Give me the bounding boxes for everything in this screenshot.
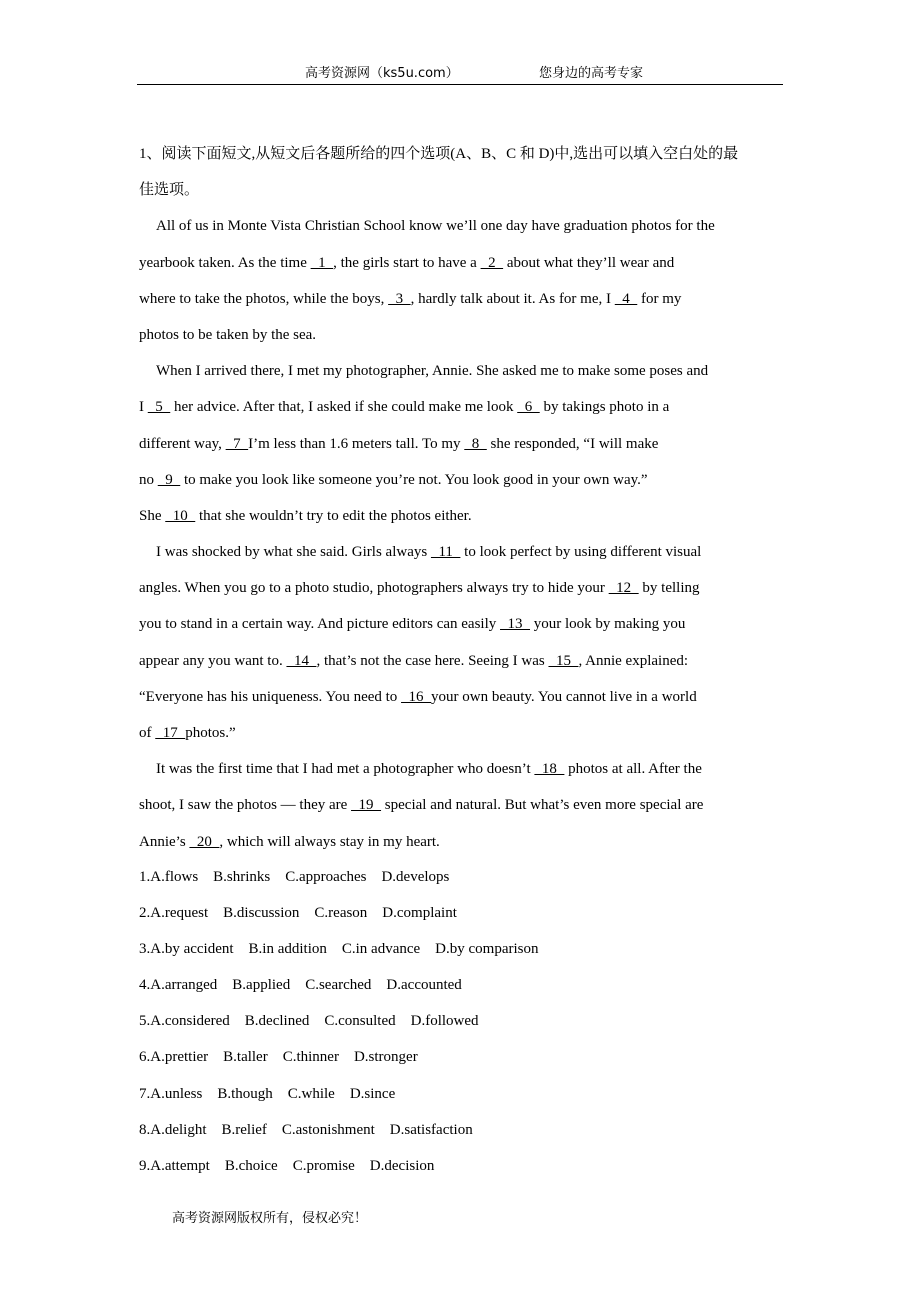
blank-5: 5: [147, 399, 171, 416]
passage-line: When I arrived there, I met my photographer, Annie. She asked me to make some poses and: [156, 363, 709, 380]
blank-16: 16: [401, 688, 432, 705]
passage-line: Annie’s 20 , which will always stay in my heart.: [139, 833, 440, 850]
question-item: 3.A.by accident B.in addition C.in advance D.by comparison: [139, 941, 539, 957]
blank-14: 14: [286, 652, 317, 669]
blank-3: 3: [388, 290, 411, 307]
passage: [139, 136, 789, 860]
blank-12: 12: [608, 580, 639, 597]
blank-2: 2: [480, 254, 504, 271]
blank-11: 11: [430, 544, 461, 561]
passage-line: I 5 her advice. After that, I asked if she could make me look 6 by takings photo in a: [139, 399, 670, 416]
instruction-line: 佳选项。: [139, 182, 200, 199]
question-item: 9.A.attempt B.choice C.promise D.decision: [139, 1158, 435, 1174]
blank-13: 13: [500, 616, 531, 633]
question-item: 5.A.considered B.declined C.consulted D.followed: [139, 1013, 479, 1029]
page-footer: 高考资源网版权所有，侵权必究！: [172, 1211, 368, 1226]
question-item: 6.A.prettier B.taller C.thinner D.stronger: [139, 1049, 418, 1065]
passage-line: photos to be taken by the sea.: [139, 326, 317, 343]
instruction-line: 1、阅读下面短文,从短文后各题所给的四个选项(A、B、C 和 D)中,选出可以填入空白处的最: [139, 146, 739, 162]
passage-line: shoot, I saw the photos — they are 19 special and natural. But what’s even more special are: [139, 797, 704, 814]
passage-line: yearbook taken. As the time 1 , the girls start to have a 2 about what they’ll wear and: [139, 254, 675, 271]
passage-line: no 9 to make you look like someone you’re not. You look good in your own way.”: [139, 471, 648, 488]
blank-9: 9: [157, 471, 181, 488]
question-item: 1.A.flows B.shrinks C.approaches D.develops: [139, 869, 450, 885]
passage-line: All of us in Monte Vista Christian School know we’ll one day have graduation photos for the: [156, 218, 715, 235]
question-item: 2.A.request B.discussion C.reason D.complaint: [139, 905, 457, 921]
passage-line: you to stand in a certain way. And picture editors can easily 13 your look by making you: [139, 616, 686, 633]
blank-7: 7: [225, 435, 249, 452]
blank-19: 19: [351, 797, 382, 814]
passage-line: It was the first time that I had met a photographer who doesn’t 18 photos at all. After the: [156, 761, 702, 778]
blank-1: 1: [310, 254, 334, 271]
passage-line: of 17 photos.”: [139, 725, 236, 741]
page-header: [137, 66, 783, 85]
blank-17: 17: [155, 725, 186, 741]
passage-line: appear any you want to. 14 , that’s not the case here. Seeing I was 15 , Annie explained:: [139, 652, 689, 669]
blank-20: 20: [189, 833, 220, 850]
question-item: 4.A.arranged B.applied C.searched D.accounted: [139, 977, 462, 993]
question-item: 7.A.unless B.though C.while D.since: [139, 1086, 396, 1102]
passage-line: She 10 that she wouldn’t try to edit the photos either.: [139, 507, 472, 524]
passage-line: “Everyone has his uniqueness. You need to 16 your own beauty. You cannot live in a world: [139, 688, 697, 705]
blank-15: 15: [548, 652, 579, 669]
passage-line: where to take the photos, while the boys, 3 , hardly talk about it. As for me, I 4 for my: [139, 290, 682, 307]
blank-8: 8: [464, 435, 487, 452]
blank-10: 10: [165, 507, 196, 524]
blank-18: 18: [534, 761, 565, 778]
header-site: 高考资源网（ks5u.com）: [305, 66, 459, 81]
blank-6: 6: [517, 399, 540, 416]
blank-4: 4: [614, 290, 638, 307]
passage-line: angles. When you go to a photo studio, photographers always try to hide your 12 by telling: [139, 580, 700, 597]
question-item: 8.A.delight B.relief C.astonishment D.satisfaction: [139, 1122, 473, 1138]
header-slogan: 您身边的高考专家: [539, 66, 644, 81]
passage-line: I was shocked by what she said. Girls always 11 to look perfect by using different visual: [156, 544, 702, 561]
passage-line: different way, 7 I’m less than 1.6 meters tall. To my 8 she responded, “I will make: [139, 435, 659, 452]
